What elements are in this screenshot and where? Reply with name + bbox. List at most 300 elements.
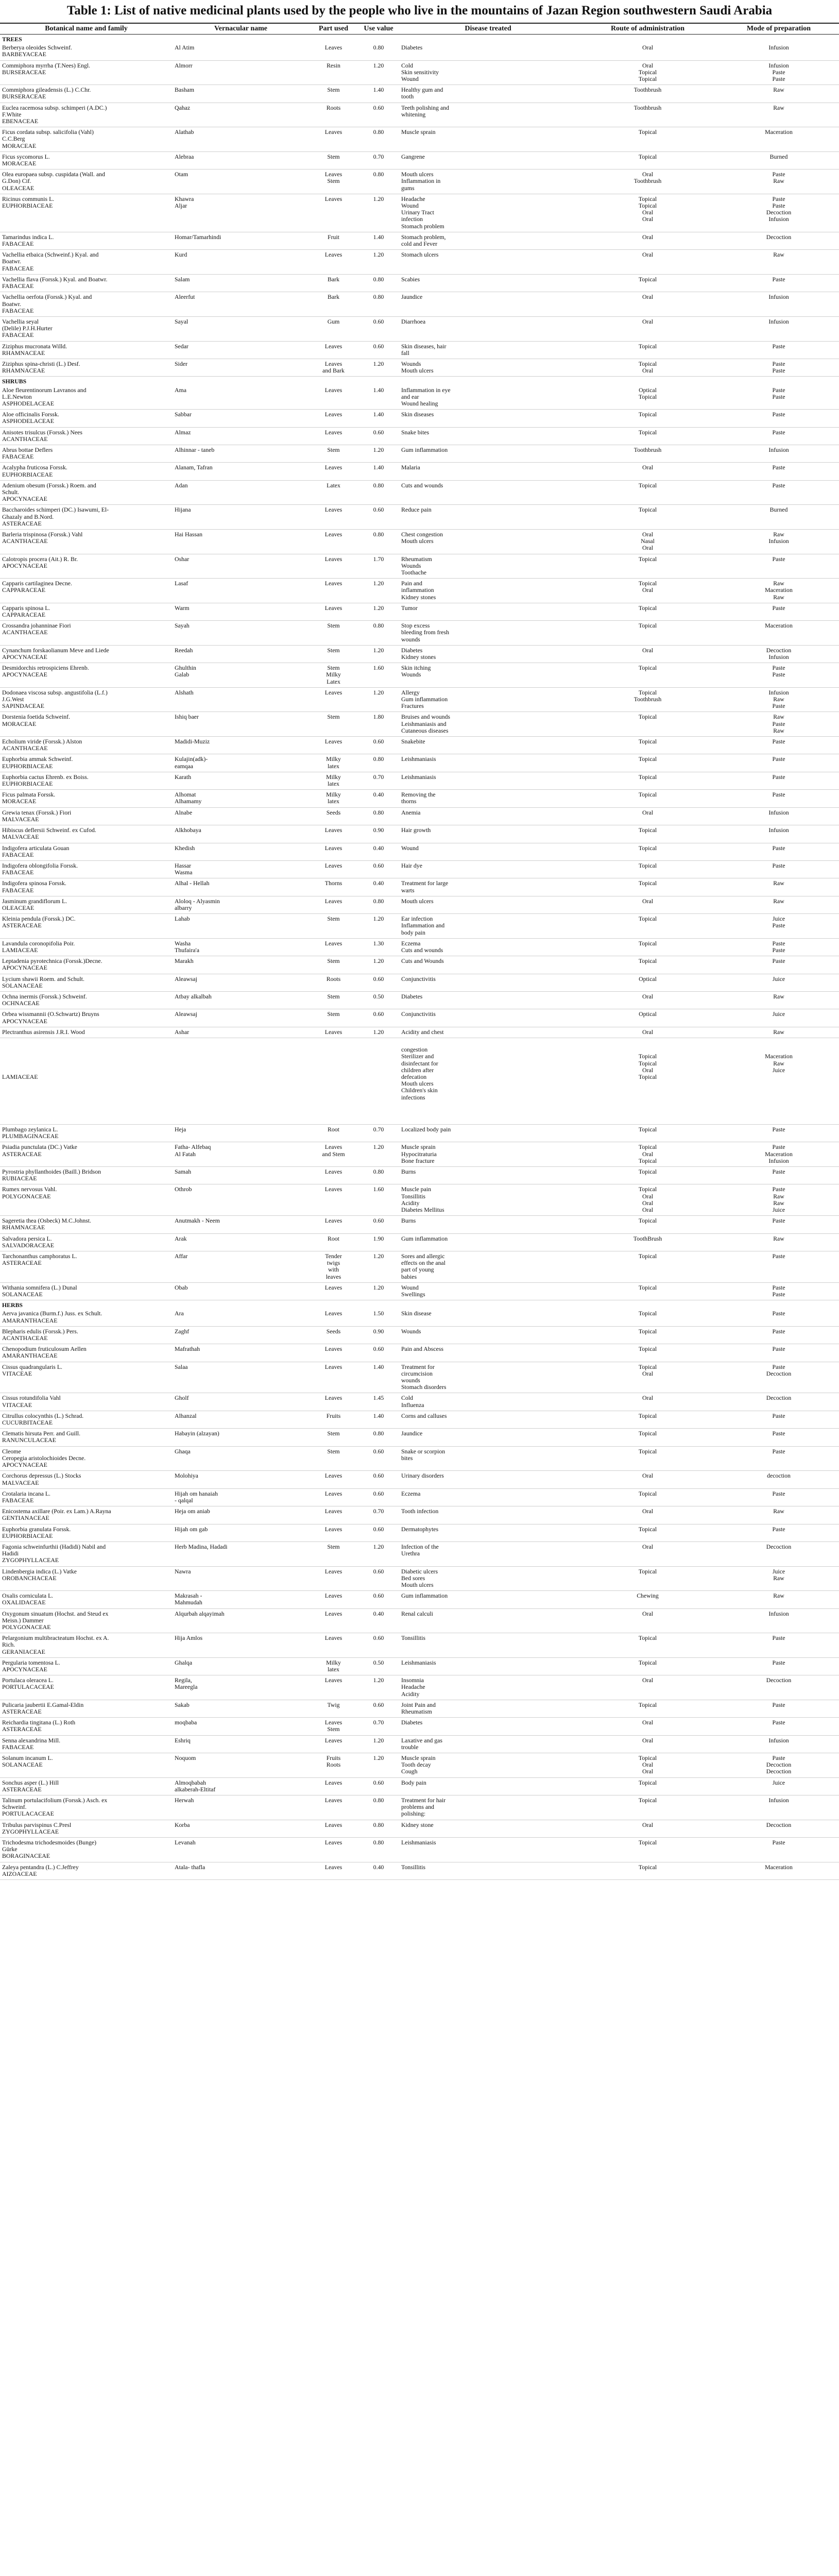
table-row (0, 60, 839, 85)
botanical-name-cell: Euphorbia granulata Forssk. EUPHORBIACEAE (0, 1524, 173, 1541)
disease-treated-cell: Stomach ulcers (399, 250, 577, 275)
botanical-name-cell: Euphorbia ammak Schweinf. EUPHORBIACEAE (0, 754, 173, 772)
route-cell: Topical (577, 274, 718, 292)
mode-cell: Maceration Raw Juice (718, 1038, 839, 1124)
mode-cell: Paste (718, 754, 839, 772)
route-cell: Topical (577, 1251, 718, 1283)
table-row (0, 687, 839, 712)
use-value-cell: 1.70 (358, 554, 399, 579)
part-used-cell: Leaves (309, 603, 358, 620)
route-cell: Topical (577, 860, 718, 878)
route-cell: Optical (577, 1009, 718, 1027)
table-row (0, 754, 839, 772)
part-used-cell: Fruit (309, 232, 358, 249)
disease-treated-cell: Mouth ulcers (399, 896, 577, 913)
vernacular-name-cell: Hai Hassan (173, 529, 309, 554)
table-row (0, 1753, 839, 1778)
route-cell: Oral (577, 1541, 718, 1566)
disease-treated-cell: Eczema (399, 1488, 577, 1506)
part-used-cell: Root (309, 1233, 358, 1251)
part-used-cell: Stem (309, 645, 358, 663)
mode-cell: Infusion (718, 43, 839, 60)
botanical-name-cell: Adenium obesum (Forssk.) Roem. and Schult. APOCYNACEAE (0, 480, 173, 505)
mode-cell: Infusion (718, 1795, 839, 1820)
use-value-cell: 0.80 (358, 170, 399, 194)
disease-treated-cell: Skin itching Wounds (399, 663, 577, 688)
route-cell: Topical (577, 603, 718, 620)
route-cell: Topical (577, 1326, 718, 1344)
mode-cell: Paste (718, 1488, 839, 1506)
mode-cell: Maceration (718, 621, 839, 646)
part-used-cell: Stem (309, 1009, 358, 1027)
part-used-cell: Twig (309, 1700, 358, 1717)
botanical-name-cell: Pulicaria jaubertii E.Gamal-Eldin ASTERACEAE (0, 1700, 173, 1717)
disease-treated-cell: Stop excess bleeding from fresh wounds (399, 621, 577, 646)
vernacular-name-cell: Lasaf (173, 579, 309, 603)
disease-treated-cell: Healthy gum and tooth (399, 85, 577, 103)
table-row (0, 151, 839, 169)
vernacular-name-cell: Ara (173, 1309, 309, 1326)
mode-cell: Paste (718, 1718, 839, 1735)
route-cell: Toothbrush (577, 103, 718, 127)
vernacular-name-cell: Hijana (173, 505, 309, 530)
botanical-name-cell: Acalypha fruticosa Forssk. EUPHORBIACEAE (0, 463, 173, 480)
table-row (0, 1735, 839, 1753)
disease-treated-cell: Wounds (399, 1326, 577, 1344)
table-row (0, 1862, 839, 1879)
route-cell: Topical Topical Oral Topical (577, 1038, 718, 1124)
botanical-name-cell: Pyrostria phyllanthoides (Baill.) Bridson RUBIACEAE (0, 1166, 173, 1184)
vernacular-name-cell: Fatha- Alfebaq Al Fatah (173, 1142, 309, 1167)
part-used-cell: Leaves (309, 1344, 358, 1362)
use-value-cell: 0.60 (358, 427, 399, 445)
botanical-name-cell: Indigofera articulata Gouan FABACEAE (0, 843, 173, 860)
part-used-cell: Milky latex (309, 754, 358, 772)
vernacular-name-cell: Al Atim (173, 43, 309, 60)
route-cell: Topical (577, 772, 718, 789)
mode-cell: Paste (718, 790, 839, 807)
mode-cell: Paste (718, 410, 839, 427)
mode-cell: Juice (718, 1009, 839, 1027)
mode-cell: Maceration (718, 127, 839, 152)
part-used-cell: Leaves (309, 250, 358, 275)
botanical-name-cell: Indigofera spinosa Forssk. FABACEAE (0, 878, 173, 896)
mode-cell: Paste (718, 427, 839, 445)
use-value-cell: 0.80 (358, 1429, 399, 1446)
vernacular-name-cell: Alkhobaya (173, 825, 309, 843)
use-value-cell: 0.60 (358, 505, 399, 530)
part-used-cell: Leaves (309, 43, 358, 60)
part-used-cell: Stem (309, 991, 358, 1009)
vernacular-name-cell: Regila, Mareegla (173, 1675, 309, 1700)
route-cell: Topical (577, 1344, 718, 1362)
vernacular-name-cell: Reedah (173, 645, 309, 663)
mode-cell: Paste (718, 843, 839, 860)
use-value-cell: 0.60 (358, 1344, 399, 1362)
table-row (0, 878, 839, 896)
botanical-name-cell: Portulaca oleracea L. PORTULACACEAE (0, 1675, 173, 1700)
mode-cell: Paste (718, 1216, 839, 1233)
botanical-name-cell: Enicostema axillare (Poir. ex Lam.) A.Rayna GENTIANACEAE (0, 1506, 173, 1524)
botanical-name-cell: Cissus rotundifolia Vahl VITACEAE (0, 1393, 173, 1411)
vernacular-name-cell: Alanam, Tafran (173, 463, 309, 480)
table-row (0, 1411, 839, 1428)
botanical-name-cell: Cynanchum forskaolianum Meve and Liede APOCYNACEAE (0, 645, 173, 663)
botanical-name-cell: Ziziphus mucronata Willd. RHAMNACEAE (0, 341, 173, 359)
mode-cell: Decoction Infusion (718, 645, 839, 663)
disease-treated-cell: Jaundice (399, 292, 577, 317)
part-used-cell: Leaves (309, 579, 358, 603)
table-row (0, 807, 839, 825)
mode-cell: Paste (718, 603, 839, 620)
vernacular-name-cell: Oshar (173, 554, 309, 579)
botanical-name-cell: Olea europaea subsp. cuspidata (Wall. and G.Don) Cif. OLEACEAE (0, 170, 173, 194)
use-value-cell: 0.80 (358, 1166, 399, 1184)
disease-treated-cell: Corns and calluses (399, 1411, 577, 1428)
mode-cell: Paste (718, 1657, 839, 1675)
vernacular-name-cell: Heja (173, 1124, 309, 1142)
mode-cell: Juice (718, 974, 839, 991)
vernacular-name-cell: Alshath (173, 687, 309, 712)
part-used-cell: Leaves (309, 1591, 358, 1608)
part-used-cell: Leaves (309, 938, 358, 956)
table-row (0, 579, 839, 603)
vernacular-name-cell: Arak (173, 1233, 309, 1251)
route-cell: Topical (577, 790, 718, 807)
part-used-cell: Seeds (309, 1326, 358, 1344)
mode-cell: Paste (718, 554, 839, 579)
disease-treated-cell: Muscle sprain Tooth decay Cough (399, 1753, 577, 1778)
disease-treated-cell: Sores and allergic effects on the anal part of young babies (399, 1251, 577, 1283)
use-value-cell: 0.90 (358, 1326, 399, 1344)
disease-treated-cell: Diarrhoea (399, 316, 577, 341)
disease-treated-cell: Cold Skin sensitivity Wound (399, 60, 577, 85)
vernacular-name-cell: Almoqbabah alkaberah-Eltitaf (173, 1777, 309, 1795)
botanical-name-cell: Vachellia oerfota (Forssk.) Kyal. and Boatwr. FABACEAE (0, 292, 173, 317)
vernacular-name-cell: Madidi-Muziz (173, 737, 309, 754)
vernacular-name-cell: moqbaba (173, 1718, 309, 1735)
mode-cell: Decoction (718, 1675, 839, 1700)
vernacular-name-cell: Almaz (173, 427, 309, 445)
mode-cell: Decoction (718, 1393, 839, 1411)
route-cell: Oral Topical Topical (577, 60, 718, 85)
use-value-cell: 1.50 (358, 1309, 399, 1326)
route-cell: Oral (577, 991, 718, 1009)
vernacular-name-cell: Otam (173, 170, 309, 194)
mode-cell: Paste (718, 1633, 839, 1658)
mode-cell: Raw Maceration Raw (718, 579, 839, 603)
route-cell: Oral (577, 896, 718, 913)
vernacular-name-cell: Habayin (alzayan) (173, 1429, 309, 1446)
vernacular-name-cell: Basham (173, 85, 309, 103)
table-row (0, 1820, 839, 1837)
use-value-cell: 0.80 (358, 1838, 399, 1862)
use-value-cell: 0.50 (358, 991, 399, 1009)
table-row (0, 292, 839, 317)
route-cell: Oral (577, 1027, 718, 1038)
vernacular-name-cell: Ama (173, 385, 309, 410)
part-used-cell: Leaves Stem (309, 170, 358, 194)
botanical-name-cell: Jasminum grandiflorum L. OLEACEAE (0, 896, 173, 913)
disease-treated-cell: Leishmaniasis (399, 772, 577, 789)
mode-cell: Paste (718, 1124, 839, 1142)
use-value-cell: 1.20 (358, 579, 399, 603)
mode-cell: Raw (718, 1506, 839, 1524)
part-used-cell: Leaves (309, 1506, 358, 1524)
vernacular-name-cell: Ishiq baer (173, 712, 309, 737)
use-value-cell: 0.70 (358, 151, 399, 169)
disease-treated-cell: Teeth polishing and whitening (399, 103, 577, 127)
use-value-cell: 0.80 (358, 480, 399, 505)
table-row (0, 1524, 839, 1541)
botanical-name-cell: LAMIACEAE (0, 1038, 173, 1124)
table-row (0, 860, 839, 878)
table-row (0, 1124, 839, 1142)
part-used-cell: Leaves (309, 1862, 358, 1879)
mode-cell: Infusion (718, 292, 839, 317)
botanical-name-cell: Lavandula coronopifolia Poir. LAMIACEAE (0, 938, 173, 956)
table-row (0, 825, 839, 843)
mode-cell: Paste Paste Decoction Infusion (718, 194, 839, 232)
vernacular-name-cell: Sedar (173, 341, 309, 359)
vernacular-name-cell: Sider (173, 359, 309, 376)
mode-cell: Raw (718, 85, 839, 103)
table-row (0, 1344, 839, 1362)
mode-cell: Paste Raw (718, 170, 839, 194)
disease-treated-cell: Muscle pain Tonsillitis Acidity Diabetes Mellitus (399, 1184, 577, 1216)
mode-cell: Burned (718, 505, 839, 530)
table-row (0, 1393, 839, 1411)
table-row (0, 427, 839, 445)
vernacular-name-cell: Othrob (173, 1184, 309, 1216)
part-used-cell: Fruits Roots (309, 1753, 358, 1778)
table-row (0, 938, 839, 956)
use-value-cell: 0.80 (358, 529, 399, 554)
disease-treated-cell: Allergy Gum inflammation Fractures (399, 687, 577, 712)
part-used-cell: Fruits (309, 1411, 358, 1428)
table-row (0, 505, 839, 530)
mode-cell: Paste (718, 1166, 839, 1184)
table-row (0, 974, 839, 991)
disease-treated-cell: Burns (399, 1216, 577, 1233)
route-cell: Oral (577, 1506, 718, 1524)
table-row (0, 250, 839, 275)
part-used-cell: Seeds (309, 807, 358, 825)
use-value-cell: 0.60 (358, 1777, 399, 1795)
botanical-name-cell: Reichardia tingitana (L.) Roth ASTERACEAE (0, 1718, 173, 1735)
botanical-name-cell: Ziziphus spina-christi (L.) Desf. RHAMNACEAE (0, 359, 173, 376)
disease-treated-cell: Pain and Abscess (399, 1344, 577, 1362)
table-row (0, 480, 839, 505)
part-used-cell: Leaves (309, 896, 358, 913)
botanical-name-cell: Rumex nervosus Vahl. POLYGONACEAE (0, 1184, 173, 1216)
botanical-name-cell: Solanum incanum L. SOLANACEAE (0, 1753, 173, 1778)
use-value-cell (358, 1038, 399, 1124)
mode-cell: Raw (718, 1591, 839, 1608)
vernacular-name-cell: Khawra Aljar (173, 194, 309, 232)
table-row (0, 1309, 839, 1326)
table-row (0, 663, 839, 688)
route-cell: Topical (577, 938, 718, 956)
use-value-cell: 0.70 (358, 1718, 399, 1735)
botanical-name-cell: Echolium viride (Forssk.) Alston ACANTHACEAE (0, 737, 173, 754)
route-cell: Toothbrush (577, 85, 718, 103)
botanical-name-cell: Ochna inermis (Forssk.) Schweinf. OCHNACEAE (0, 991, 173, 1009)
vernacular-name-cell: Levanah (173, 1838, 309, 1862)
vernacular-name-cell: Alhanzal (173, 1411, 309, 1428)
use-value-cell: 0.60 (358, 737, 399, 754)
table-row (0, 1633, 839, 1658)
route-cell: Topical Oral Topical (577, 1142, 718, 1167)
table-row (0, 896, 839, 913)
use-value-cell: 1.20 (358, 603, 399, 620)
route-cell: Oral (577, 645, 718, 663)
vernacular-name-cell: Anutmakh - Neem (173, 1216, 309, 1233)
vernacular-name-cell: Sabbar (173, 410, 309, 427)
vernacular-name-cell: Salam (173, 274, 309, 292)
disease-treated-cell: Laxative and gas trouble (399, 1735, 577, 1753)
part-used-cell: Leaves (309, 843, 358, 860)
table-row (0, 1506, 839, 1524)
vernacular-name-cell: Molohiya (173, 1471, 309, 1488)
part-used-cell: Leaves (309, 860, 358, 878)
botanical-name-cell: Corchorus depressus (L.) Stocks MALVACEAE (0, 1471, 173, 1488)
use-value-cell: 0.80 (358, 621, 399, 646)
route-cell: Topical Oral Oral (577, 1753, 718, 1778)
disease-treated-cell: Insomnia Headache Acidity (399, 1675, 577, 1700)
disease-treated-cell: Leishmaniasis (399, 1838, 577, 1862)
vernacular-name-cell: Hassar Wasma (173, 860, 309, 878)
use-value-cell: 0.80 (358, 807, 399, 825)
use-value-cell: 0.60 (358, 1700, 399, 1717)
use-value-cell: 0.80 (358, 43, 399, 60)
route-cell: Topical (577, 1446, 718, 1471)
part-used-cell: Roots (309, 103, 358, 127)
vernacular-name-cell: Atala- thafla (173, 1862, 309, 1879)
use-value-cell: 0.90 (358, 825, 399, 843)
part-used-cell: Milky latex (309, 1657, 358, 1675)
botanical-name-cell: Ficus sycomorus L. MORACEAE (0, 151, 173, 169)
botanical-name-cell: Talinum portulacifolium (Forssk.) Asch. ex Schweinf. PORTULACACEAE (0, 1795, 173, 1820)
use-value-cell: 1.20 (358, 1541, 399, 1566)
disease-treated-cell: Tonsillitis (399, 1862, 577, 1879)
part-used-cell: Stem (309, 956, 358, 974)
disease-treated-cell: Gangrene (399, 151, 577, 169)
disease-treated-cell: Treatment for large warts (399, 878, 577, 896)
botanical-name-cell: Plectranthus asirensis J.R.I. Wood (0, 1027, 173, 1038)
route-cell: Oral (577, 1718, 718, 1735)
part-used-cell: Leaves (309, 1216, 358, 1233)
table-row (0, 410, 839, 427)
use-value-cell: 0.60 (358, 974, 399, 991)
part-used-cell: Leaves (309, 1184, 358, 1216)
table-row (0, 1541, 839, 1566)
botanical-name-cell: Dodonaea viscosa subsp. angustifolia (L.f.) J.G.West SAPINDACEAE (0, 687, 173, 712)
disease-treated-cell: Malaria (399, 463, 577, 480)
part-used-cell: Leaves (309, 825, 358, 843)
vernacular-name-cell: Washa Thufaira'a (173, 938, 309, 956)
use-value-cell: 1.20 (358, 1753, 399, 1778)
part-used-cell: Leaves (309, 1393, 358, 1411)
route-cell: Topical (577, 737, 718, 754)
part-used-cell: Leaves (309, 1608, 358, 1633)
mode-cell: Infusion Paste Paste (718, 60, 839, 85)
botanical-name-cell: Oxygonum sinuatum (Hochst. and Steud ex Meisn.) Dammer POLYGONACEAE (0, 1608, 173, 1633)
section-row-herbs (0, 1300, 839, 1309)
route-cell: Oral (577, 43, 718, 60)
botanical-name-cell: Ficus cordata subsp. salicifolia (Vahl) C.C.Berg MORACEAE (0, 127, 173, 152)
use-value-cell: 0.80 (358, 1795, 399, 1820)
table-row (0, 1591, 839, 1608)
table-row (0, 103, 839, 127)
route-cell: Topical (577, 621, 718, 646)
mode-cell: Paste (718, 341, 839, 359)
vernacular-name-cell: Warm (173, 603, 309, 620)
medicinal-plants-table (0, 23, 839, 1880)
mode-cell: Raw Paste Raw (718, 712, 839, 737)
vernacular-name-cell: Aloloq - Alyasmin albarry (173, 896, 309, 913)
part-used-cell: Stem (309, 712, 358, 737)
botanical-name-cell: Capparis spinosa L. CAPPARACEAE (0, 603, 173, 620)
use-value-cell: 0.80 (358, 754, 399, 772)
route-cell: Topical (577, 505, 718, 530)
botanical-name-cell: Indigofera oblongifolia Forssk. FABACEAE (0, 860, 173, 878)
table-row (0, 621, 839, 646)
part-used-cell: Leaves and Stem (309, 1142, 358, 1167)
mode-cell: Burned (718, 151, 839, 169)
disease-treated-cell: Snake bites (399, 427, 577, 445)
route-cell: Topical (577, 410, 718, 427)
use-value-cell: 0.60 (358, 341, 399, 359)
disease-treated-cell: Kidney stone (399, 1820, 577, 1837)
disease-treated-cell: Treatment for hair problems and polishing: (399, 1795, 577, 1820)
table-row (0, 772, 839, 789)
botanical-name-cell: Clematis hirsuta Perr. and Guill. RANUNCULACEAE (0, 1429, 173, 1446)
part-used-cell: Stem (309, 85, 358, 103)
disease-treated-cell: Eczema Cuts and wounds (399, 938, 577, 956)
botanical-name-cell: Ficus palmata Forssk. MORACEAE (0, 790, 173, 807)
botanical-name-cell: Pelargonium multibracteatum Hochst. ex A. Rich. GERANIACEAE (0, 1633, 173, 1658)
mode-cell: Paste (718, 860, 839, 878)
disease-treated-cell: Wound Swellings (399, 1282, 577, 1300)
mode-cell: Paste Paste (718, 359, 839, 376)
botanical-name-cell: Tarchonanthus camphoratus L. ASTERACEAE (0, 1251, 173, 1283)
part-used-cell: Leaves (309, 554, 358, 579)
mode-cell: Paste Decoction (718, 1362, 839, 1393)
mode-cell: Raw (718, 991, 839, 1009)
table-row (0, 1700, 839, 1717)
botanical-name-cell: Grewia tenax (Forssk.) Fiori MALVACEAE (0, 807, 173, 825)
use-value-cell: 1.20 (358, 914, 399, 939)
route-cell: Topical (577, 151, 718, 169)
route-cell: Oral (577, 1471, 718, 1488)
route-cell: Topical (577, 1216, 718, 1233)
mode-cell: Raw (718, 1233, 839, 1251)
vernacular-name-cell: Affar (173, 1251, 309, 1283)
part-used-cell: Leaves (309, 1488, 358, 1506)
mode-cell: Paste (718, 1309, 839, 1326)
mode-cell: Decoction (718, 232, 839, 249)
route-cell: Topical (577, 843, 718, 860)
disease-treated-cell: Diabetes (399, 1718, 577, 1735)
table-row (0, 1038, 839, 1124)
use-value-cell: 0.60 (358, 1446, 399, 1471)
mode-cell: Paste (718, 737, 839, 754)
table-row (0, 1777, 839, 1795)
route-cell: Oral (577, 463, 718, 480)
use-value-cell: 1.20 (358, 1675, 399, 1700)
disease-treated-cell: Cold Influenza (399, 1393, 577, 1411)
